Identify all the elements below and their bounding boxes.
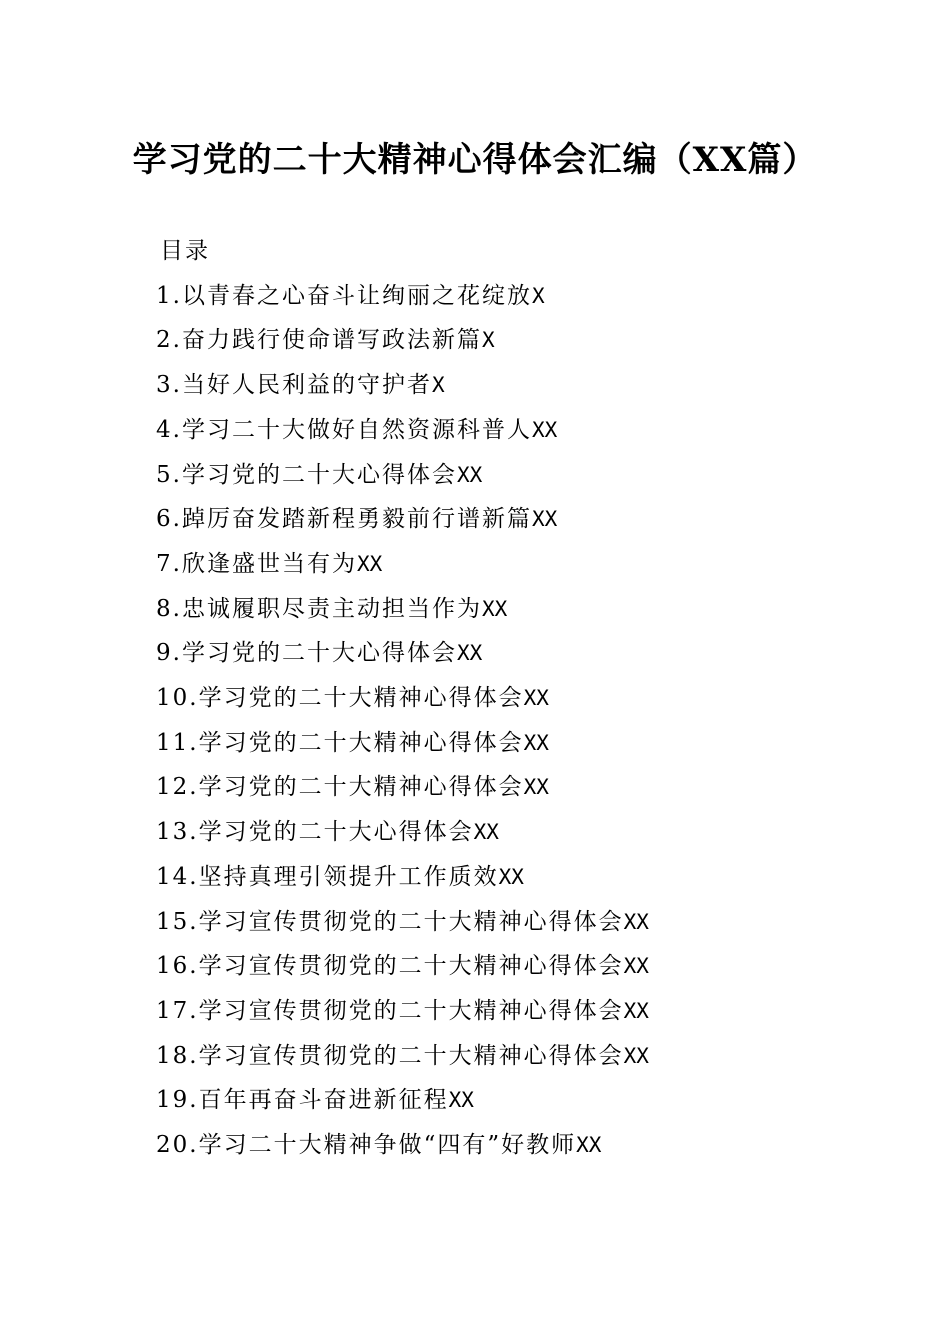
toc-entry-page: XX: [498, 864, 524, 889]
toc-entry-title: 当好人民利益的守护者: [181, 372, 432, 399]
toc-entry-number: 9.: [156, 640, 182, 667]
toc-entry-number: 17.: [156, 997, 199, 1024]
toc-entry-page: XX: [523, 775, 549, 800]
toc-entry[interactable]: [156, 676, 856, 721]
toc-entry[interactable]: [156, 631, 856, 676]
toc-entry-page: XX: [481, 596, 508, 621]
toc-entry[interactable]: [156, 274, 856, 319]
table-of-contents: [156, 229, 856, 1168]
toc-entry-title: 学习党的二十大心得体会: [181, 640, 457, 667]
toc-entry-page: XX: [531, 417, 558, 442]
toc-entry-page: X: [481, 328, 495, 353]
toc-entry-number: 3.: [156, 372, 182, 399]
toc-entry-number: 16.: [156, 953, 199, 980]
toc-entry[interactable]: [156, 363, 856, 408]
toc-entry[interactable]: [156, 855, 856, 900]
toc-entry-title: 学习党的二十大心得体会: [181, 461, 457, 488]
toc-entry[interactable]: [156, 587, 856, 632]
toc-entry[interactable]: [156, 1078, 856, 1123]
toc-entry-number: 7.: [156, 550, 182, 577]
toc-entry-title: 学习宣传贯彻党的二十大精神心得体会: [198, 953, 624, 980]
toc-entry-title: 学习二十大做好自然资源科普人: [181, 416, 532, 443]
toc-entry-page: XX: [623, 1043, 649, 1068]
toc-entry-number: 15.: [156, 908, 199, 935]
toc-entry[interactable]: [156, 1034, 856, 1079]
toc-entry-number: 10.: [156, 685, 199, 712]
toc-entry-title: 踔厉奋发踏新程勇毅前行谱新篇: [181, 506, 532, 533]
toc-entry-page: XX: [456, 641, 483, 666]
toc-entry-title: 奋力践行使命谱写政法新篇: [181, 327, 482, 354]
document-title: 学习党的二十大精神心得体会汇编（XX篇）: [132, 140, 818, 180]
toc-entry-number: 8.: [156, 595, 182, 622]
toc-entry-number: 4.: [156, 416, 182, 443]
toc-entry-page: XX: [623, 909, 649, 934]
toc-entry-title: 学习党的二十大精神心得体会: [198, 685, 524, 712]
toc-entry-page: XX: [623, 998, 649, 1023]
toc-entry-page: XX: [473, 820, 499, 845]
toc-entry-title: 忠诚履职尽责主动担当作为: [181, 595, 482, 622]
toc-entry-title: 学习宣传贯彻党的二十大精神心得体会: [198, 997, 624, 1024]
toc-entry[interactable]: [156, 810, 856, 855]
toc-entry-title: 以青春之心奋斗让绚丽之花绽放: [181, 282, 532, 309]
toc-entry-number: 13.: [156, 819, 199, 846]
toc-entry-page: XX: [576, 1133, 602, 1158]
toc-entry-number: 2.: [156, 327, 182, 354]
toc-entry[interactable]: [156, 542, 856, 587]
toc-entry-title: 学习党的二十大精神心得体会: [198, 729, 524, 756]
toc-heading: 目录: [160, 238, 210, 264]
toc-entry[interactable]: [156, 453, 856, 498]
toc-entry-title: 坚持真理引领提升工作质效: [198, 863, 499, 890]
toc-entry-page: XX: [623, 954, 649, 979]
toc-entry[interactable]: [156, 989, 856, 1034]
toc-entry-title: 学习党的二十大精神心得体会: [198, 774, 524, 801]
toc-entry-page: XX: [448, 1088, 474, 1113]
toc-entry[interactable]: [156, 944, 856, 989]
toc-entry-title: 百年再奋斗奋进新征程: [198, 1087, 449, 1114]
toc-entry-page: XX: [356, 551, 383, 576]
toc-entry[interactable]: [156, 765, 856, 810]
toc-entry-title: 学习宣传贯彻党的二十大精神心得体会: [198, 908, 624, 935]
toc-entry-number: 11.: [156, 729, 199, 756]
toc-entry-title: 学习宣传贯彻党的二十大精神心得体会: [198, 1042, 624, 1069]
toc-entry-number: 12.: [156, 774, 199, 801]
toc-entry-page: XX: [531, 507, 558, 532]
toc-entry-page: XX: [456, 462, 483, 487]
toc-entry-page: X: [531, 283, 545, 308]
toc-entry-page: X: [431, 373, 445, 398]
toc-entry[interactable]: [156, 497, 856, 542]
toc-entry-number: 14.: [156, 863, 199, 890]
toc-entry[interactable]: [156, 318, 856, 363]
toc-entry-page: XX: [523, 686, 549, 711]
toc-entry-number: 19.: [156, 1087, 199, 1114]
toc-entry-number: 1.: [156, 282, 182, 309]
toc-entry-number: 20.: [156, 1132, 199, 1159]
toc-entry[interactable]: [156, 721, 856, 766]
toc-entry[interactable]: [156, 1123, 856, 1168]
toc-entry[interactable]: [156, 408, 856, 453]
toc-entry-number: 5.: [156, 461, 182, 488]
toc-entry-title: 欣逢盛世当有为: [181, 550, 357, 577]
toc-entry-number: 6.: [156, 506, 182, 533]
toc-entry-page: XX: [523, 730, 549, 755]
toc-entry[interactable]: [156, 900, 856, 945]
toc-entry-title: 学习党的二十大心得体会: [198, 819, 474, 846]
toc-entry-title: 学习二十大精神争做“四有”好教师: [198, 1132, 577, 1159]
toc-list: [156, 274, 856, 1168]
toc-entry-number: 18.: [156, 1042, 199, 1069]
